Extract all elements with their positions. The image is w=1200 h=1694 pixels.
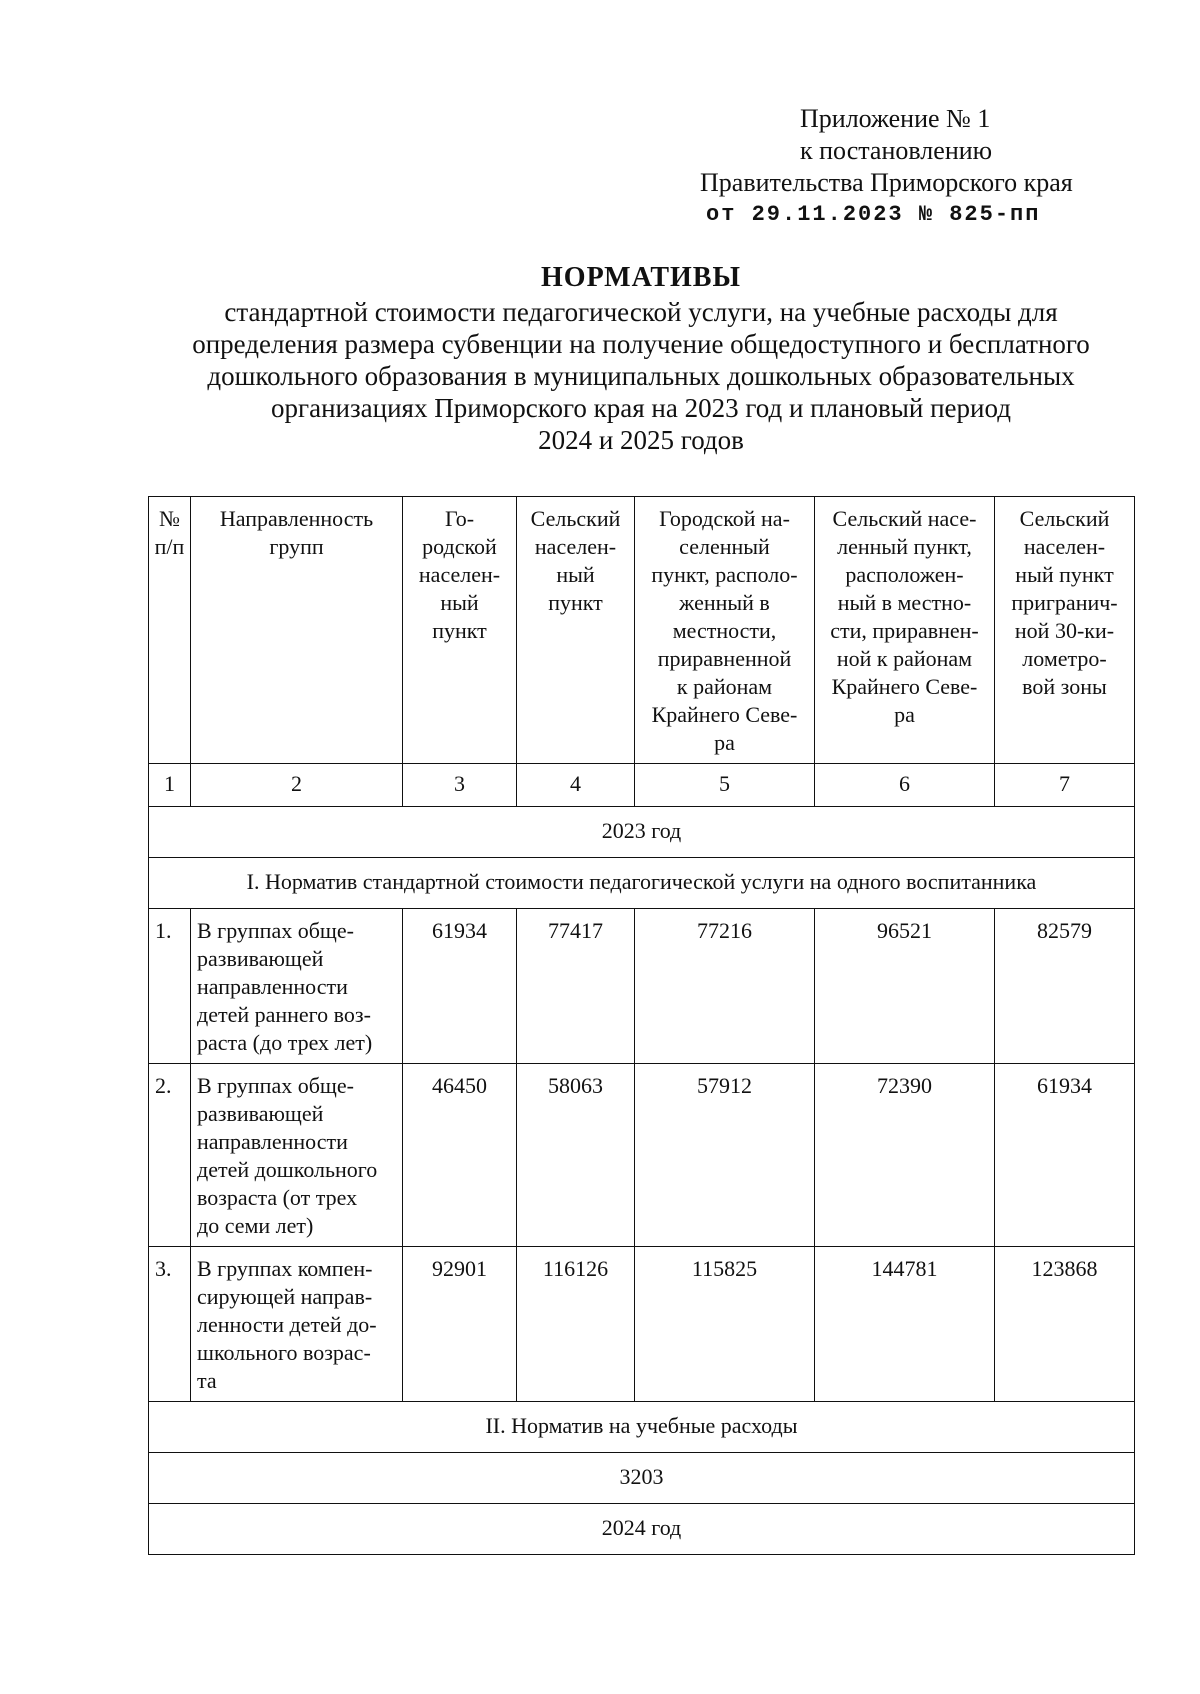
row-value: 96521 xyxy=(815,909,995,1064)
column-number: 6 xyxy=(815,764,995,807)
header-cell xyxy=(517,497,635,764)
section-row-1 xyxy=(149,858,1135,909)
row-value: 144781 xyxy=(815,1247,995,1402)
section-title: II. Норматив на учебные расходы xyxy=(149,1402,1135,1453)
header-line: Сельский xyxy=(530,506,621,531)
row-label-line: В группах компен- xyxy=(197,1256,373,1281)
row-value: 77417 xyxy=(517,909,635,1064)
table-row xyxy=(149,1247,1135,1402)
row-label-line: развивающей xyxy=(197,946,324,971)
header-line: Крайнего Севе- xyxy=(651,702,798,727)
row-label-line: В группах обще- xyxy=(197,1073,354,1098)
column-number: 1 xyxy=(149,764,191,807)
row-label-line: та xyxy=(197,1368,217,1393)
norms-table xyxy=(148,496,1135,1555)
header-line: пункт xyxy=(432,618,487,643)
table-header-row xyxy=(149,497,1135,764)
title-line: дошкольного образования в муниципальных дошкольных образовательных xyxy=(207,361,1075,391)
row-label-line: детей раннего воз- xyxy=(197,1002,371,1027)
year-row-2024 xyxy=(149,1504,1135,1555)
appendix-authority: Правительства Приморского края xyxy=(700,168,1073,197)
row-value: 72390 xyxy=(815,1064,995,1247)
column-number: 3 xyxy=(403,764,517,807)
header-line: населен- xyxy=(1023,534,1106,559)
header-line: ной к районам xyxy=(836,646,973,671)
column-number: 7 xyxy=(995,764,1135,807)
header-cell xyxy=(635,497,815,764)
row-label-line: В группах обще- xyxy=(197,918,354,943)
row-label-line: развивающей xyxy=(197,1101,324,1126)
title-line: организациях Приморского края на 2023 год и плановый период xyxy=(271,393,1011,423)
row-label-line: сирующей направ- xyxy=(197,1284,373,1309)
header-line: ленный пункт, xyxy=(837,534,972,559)
row-value: 58063 xyxy=(517,1064,635,1247)
appendix-block xyxy=(700,103,1140,231)
document-title xyxy=(146,262,1136,456)
header-line: лометро- xyxy=(1022,646,1107,671)
row-label-line: школьного возрас- xyxy=(197,1340,371,1365)
header-line: населен- xyxy=(418,562,501,587)
header-line: пункт, располо- xyxy=(651,562,798,587)
row-value: 82579 xyxy=(995,909,1135,1064)
row-index: 3. xyxy=(149,1247,191,1402)
column-number: 2 xyxy=(191,764,403,807)
header-line: местности, xyxy=(672,618,777,643)
title-line: определения размера субвенции на получение общедоступного и бесплатного xyxy=(192,329,1090,359)
header-line: родской xyxy=(422,534,497,559)
header-line: Крайнего Севе- xyxy=(831,674,978,699)
row-value: 61934 xyxy=(995,1064,1135,1247)
header-line: Городской на- xyxy=(659,506,790,531)
appendix-decree-date: от 29.11.2023 № 825-пп xyxy=(706,202,1041,227)
header-line: Го- xyxy=(444,506,475,531)
row-label-line: возраста (от трех xyxy=(197,1185,358,1210)
row-value: 61934 xyxy=(403,909,517,1064)
year-label: 2023 год xyxy=(149,807,1135,858)
year-label: 2024 год xyxy=(149,1504,1135,1555)
appendix-number: Приложение № 1 xyxy=(800,104,991,133)
row-label-line: направленности xyxy=(197,974,348,999)
header-cell xyxy=(995,497,1135,764)
column-number: 4 xyxy=(517,764,635,807)
table-row xyxy=(149,1064,1135,1247)
header-line: сти, приравнен- xyxy=(830,618,979,643)
header-line: Направленность xyxy=(219,506,374,531)
header-line: пункт xyxy=(548,590,603,615)
section-row-2 xyxy=(149,1402,1135,1453)
row-label-line: раста (до трех лет) xyxy=(197,1030,373,1055)
header-line: ра xyxy=(714,730,735,755)
row-value: 46450 xyxy=(403,1064,517,1247)
row-value: 57912 xyxy=(635,1064,815,1247)
header-line: населен- xyxy=(534,534,617,559)
header-line: п/п xyxy=(154,534,185,559)
row-value: 123868 xyxy=(995,1247,1135,1402)
header-line: ный в местно- xyxy=(837,590,972,615)
row-label xyxy=(191,909,403,1064)
header-line: вой зоны xyxy=(1022,674,1107,699)
row-value: 116126 xyxy=(517,1247,635,1402)
column-numbers-row xyxy=(149,764,1135,807)
header-line: ный xyxy=(556,562,595,587)
header-line: приравненной xyxy=(657,646,792,671)
header-cell xyxy=(149,497,191,764)
header-cell xyxy=(403,497,517,764)
row-index: 2. xyxy=(149,1064,191,1247)
title-line: стандартной стоимости педагогической услуги, на учебные расходы для xyxy=(224,297,1058,327)
header-line: Сельский насе- xyxy=(832,506,977,531)
header-cell xyxy=(815,497,995,764)
header-line: групп xyxy=(269,534,324,559)
header-line: Сельский xyxy=(1019,506,1110,531)
header-line: № xyxy=(159,506,180,531)
row-index: 1. xyxy=(149,909,191,1064)
row-label-line: детей дошкольного xyxy=(197,1157,378,1182)
header-line: ный пункт xyxy=(1015,562,1114,587)
table-row xyxy=(149,909,1135,1064)
header-line: к районам xyxy=(676,674,773,699)
row-label-line: ленности детей до- xyxy=(197,1312,377,1337)
header-line: пригранич- xyxy=(1011,590,1118,615)
header-line: селенный xyxy=(679,534,770,559)
appendix-reference: к постановлению xyxy=(800,136,993,165)
header-line: ра xyxy=(894,702,915,727)
row-label-line: направленности xyxy=(197,1129,348,1154)
row-label-line: до семи лет) xyxy=(197,1213,314,1238)
row-value: 92901 xyxy=(403,1247,517,1402)
header-cell xyxy=(191,497,403,764)
section-title: I. Норматив стандартной стоимости педагогической услуги на одного воспитанника xyxy=(149,858,1135,909)
header-line: ной 30-ки- xyxy=(1014,618,1115,643)
year-row-2023 xyxy=(149,807,1135,858)
title-line: 2024 и 2025 годов xyxy=(538,425,744,455)
row-value: 77216 xyxy=(635,909,815,1064)
column-number: 5 xyxy=(635,764,815,807)
title-heading: НОРМАТИВЫ xyxy=(541,262,741,293)
header-line: расположен- xyxy=(845,562,964,587)
header-line: женный в xyxy=(679,590,770,615)
row-value: 115825 xyxy=(635,1247,815,1402)
section-value: 3203 xyxy=(149,1453,1135,1504)
row-label xyxy=(191,1247,403,1402)
header-line: ный xyxy=(440,590,479,615)
section-value-row xyxy=(149,1453,1135,1504)
row-label xyxy=(191,1064,403,1247)
